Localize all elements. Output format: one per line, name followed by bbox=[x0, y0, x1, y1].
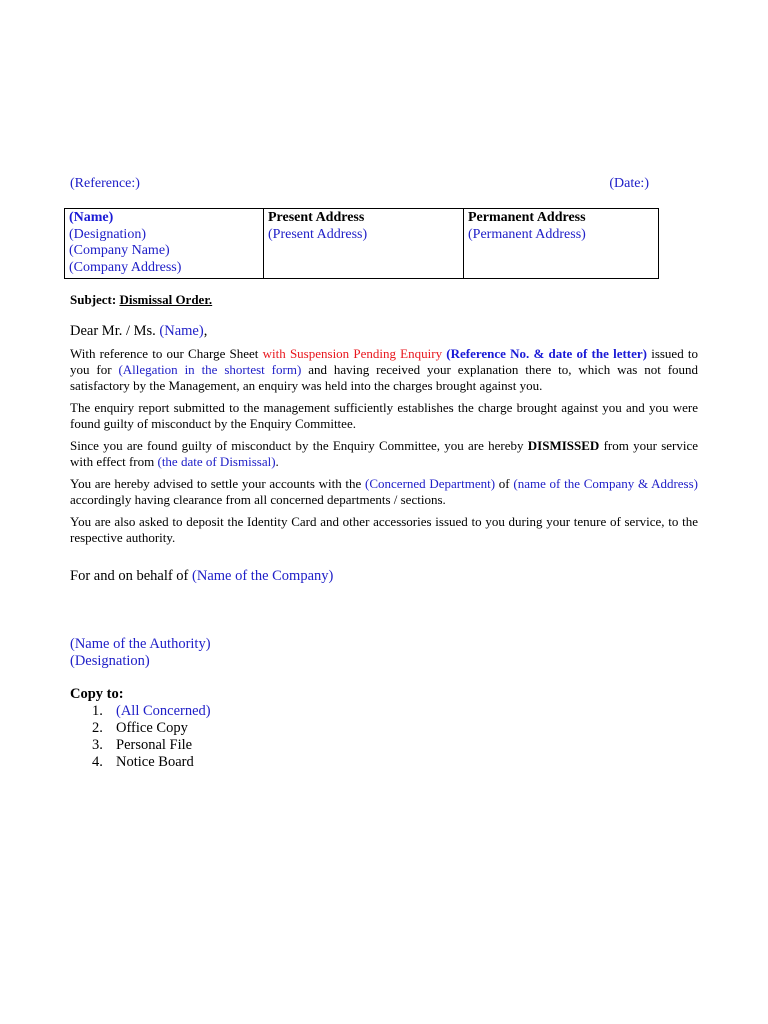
p4-company-placeholder: (name of the Company & Address) bbox=[513, 476, 699, 491]
recipient-designation: (Designation) bbox=[69, 226, 146, 242]
copy-to-label: Copy to: bbox=[70, 686, 124, 702]
p3-date-placeholder: (the date of Dismissal) bbox=[157, 454, 276, 469]
list-number: 4. bbox=[92, 754, 103, 770]
subject-label: Subject: bbox=[70, 292, 117, 307]
recipient-company-name: (Company Name) bbox=[69, 243, 170, 258]
copy-to-list bbox=[70, 703, 211, 771]
authority-designation: (Designation) bbox=[70, 653, 150, 669]
p3-period: . bbox=[275, 454, 279, 469]
reference-date-line bbox=[70, 175, 649, 193]
p3-text-1: Since you are found guilty of misconduct by the Enquiry Committee, you are hereby bbox=[70, 438, 524, 453]
authority-block bbox=[70, 636, 211, 670]
p1-suspension-text: with Suspension Pending Enquiry bbox=[262, 346, 443, 361]
signoff-line bbox=[70, 568, 333, 585]
subject-text: Dismissal Order. bbox=[119, 292, 213, 307]
salutation-name: (Name) bbox=[159, 323, 204, 339]
authority-name: (Name of the Authority) bbox=[70, 636, 211, 652]
recipient-company-address: (Company Address) bbox=[69, 259, 182, 275]
p1-allegation-placeholder: (Allegation in the shortest form) bbox=[118, 362, 302, 377]
list-number: 3. bbox=[92, 737, 103, 753]
p4-department-placeholder: (Concerned Department) bbox=[365, 476, 496, 491]
copy-to-item bbox=[70, 754, 211, 771]
copy-to-item bbox=[70, 737, 211, 754]
paragraph-identity-card: You are also asked to deposit the Identity Card and other accessories issued to you during your tenure of service, to the respective authority. bbox=[70, 514, 698, 545]
salutation-suffix: , bbox=[203, 323, 208, 339]
recipient-cell bbox=[65, 209, 264, 279]
paragraph-accounts bbox=[70, 476, 698, 508]
copy-to-item-text: Notice Board bbox=[116, 754, 194, 770]
p3-dismissed-word: DISMISSED bbox=[527, 438, 600, 453]
p1-text-3: and having received your explanation there to, which was not found satisfactory by the Management, an enquiry was held into the charges brought against you. bbox=[70, 362, 699, 393]
copy-to-item-text: Personal File bbox=[116, 737, 193, 753]
present-address-value: (Present Address) bbox=[268, 226, 368, 242]
copy-to-item-text: (All Concerned) bbox=[116, 703, 211, 719]
p4-text-2: of bbox=[498, 476, 510, 491]
permanent-address-value: (Permanent Address) bbox=[468, 226, 586, 242]
paragraph-enquiry-report: The enquiry report submitted to the management sufficiently establishes the charge brought against you and you were found guilty of misconduct by the Enquiry Committee. bbox=[70, 400, 698, 431]
p4-text-3: accordingly having clearance from all concerned departments / sections. bbox=[70, 492, 446, 507]
reference-placeholder: (Reference:) bbox=[70, 176, 140, 191]
address-table bbox=[64, 208, 659, 279]
permanent-address-cell bbox=[464, 209, 659, 279]
p4-text-1: You are hereby advised to settle your accounts with the bbox=[70, 476, 362, 491]
paragraph-charge-sheet bbox=[70, 346, 698, 394]
permanent-address-heading: Permanent Address bbox=[468, 210, 586, 225]
present-address-cell bbox=[264, 209, 464, 279]
p3-text-2: from your service with effect from bbox=[70, 438, 699, 469]
paragraph-dismissal bbox=[70, 438, 698, 470]
signoff-company-placeholder: (Name of the Company) bbox=[192, 568, 334, 584]
present-address-heading: Present Address bbox=[268, 210, 365, 225]
copy-to-item-text: Office Copy bbox=[116, 720, 188, 736]
p1-reference-placeholder: (Reference No. & date of the letter) bbox=[446, 346, 647, 361]
recipient-name: (Name) bbox=[69, 210, 114, 225]
p1-text-2: issued to you for bbox=[70, 346, 699, 377]
date-placeholder: (Date:) bbox=[609, 176, 649, 191]
list-number: 1. bbox=[92, 703, 103, 719]
p1-text-1: With reference to our Charge Sheet bbox=[70, 346, 259, 361]
salutation-prefix: Dear Mr. / Ms. bbox=[70, 323, 156, 339]
address-table-row bbox=[65, 209, 659, 279]
signoff-text: For and on behalf of bbox=[70, 568, 189, 584]
list-number: 2. bbox=[92, 720, 103, 736]
subject-line bbox=[70, 292, 212, 308]
copy-to-item bbox=[70, 703, 211, 720]
salutation bbox=[70, 323, 207, 340]
copy-to-item bbox=[70, 720, 211, 737]
